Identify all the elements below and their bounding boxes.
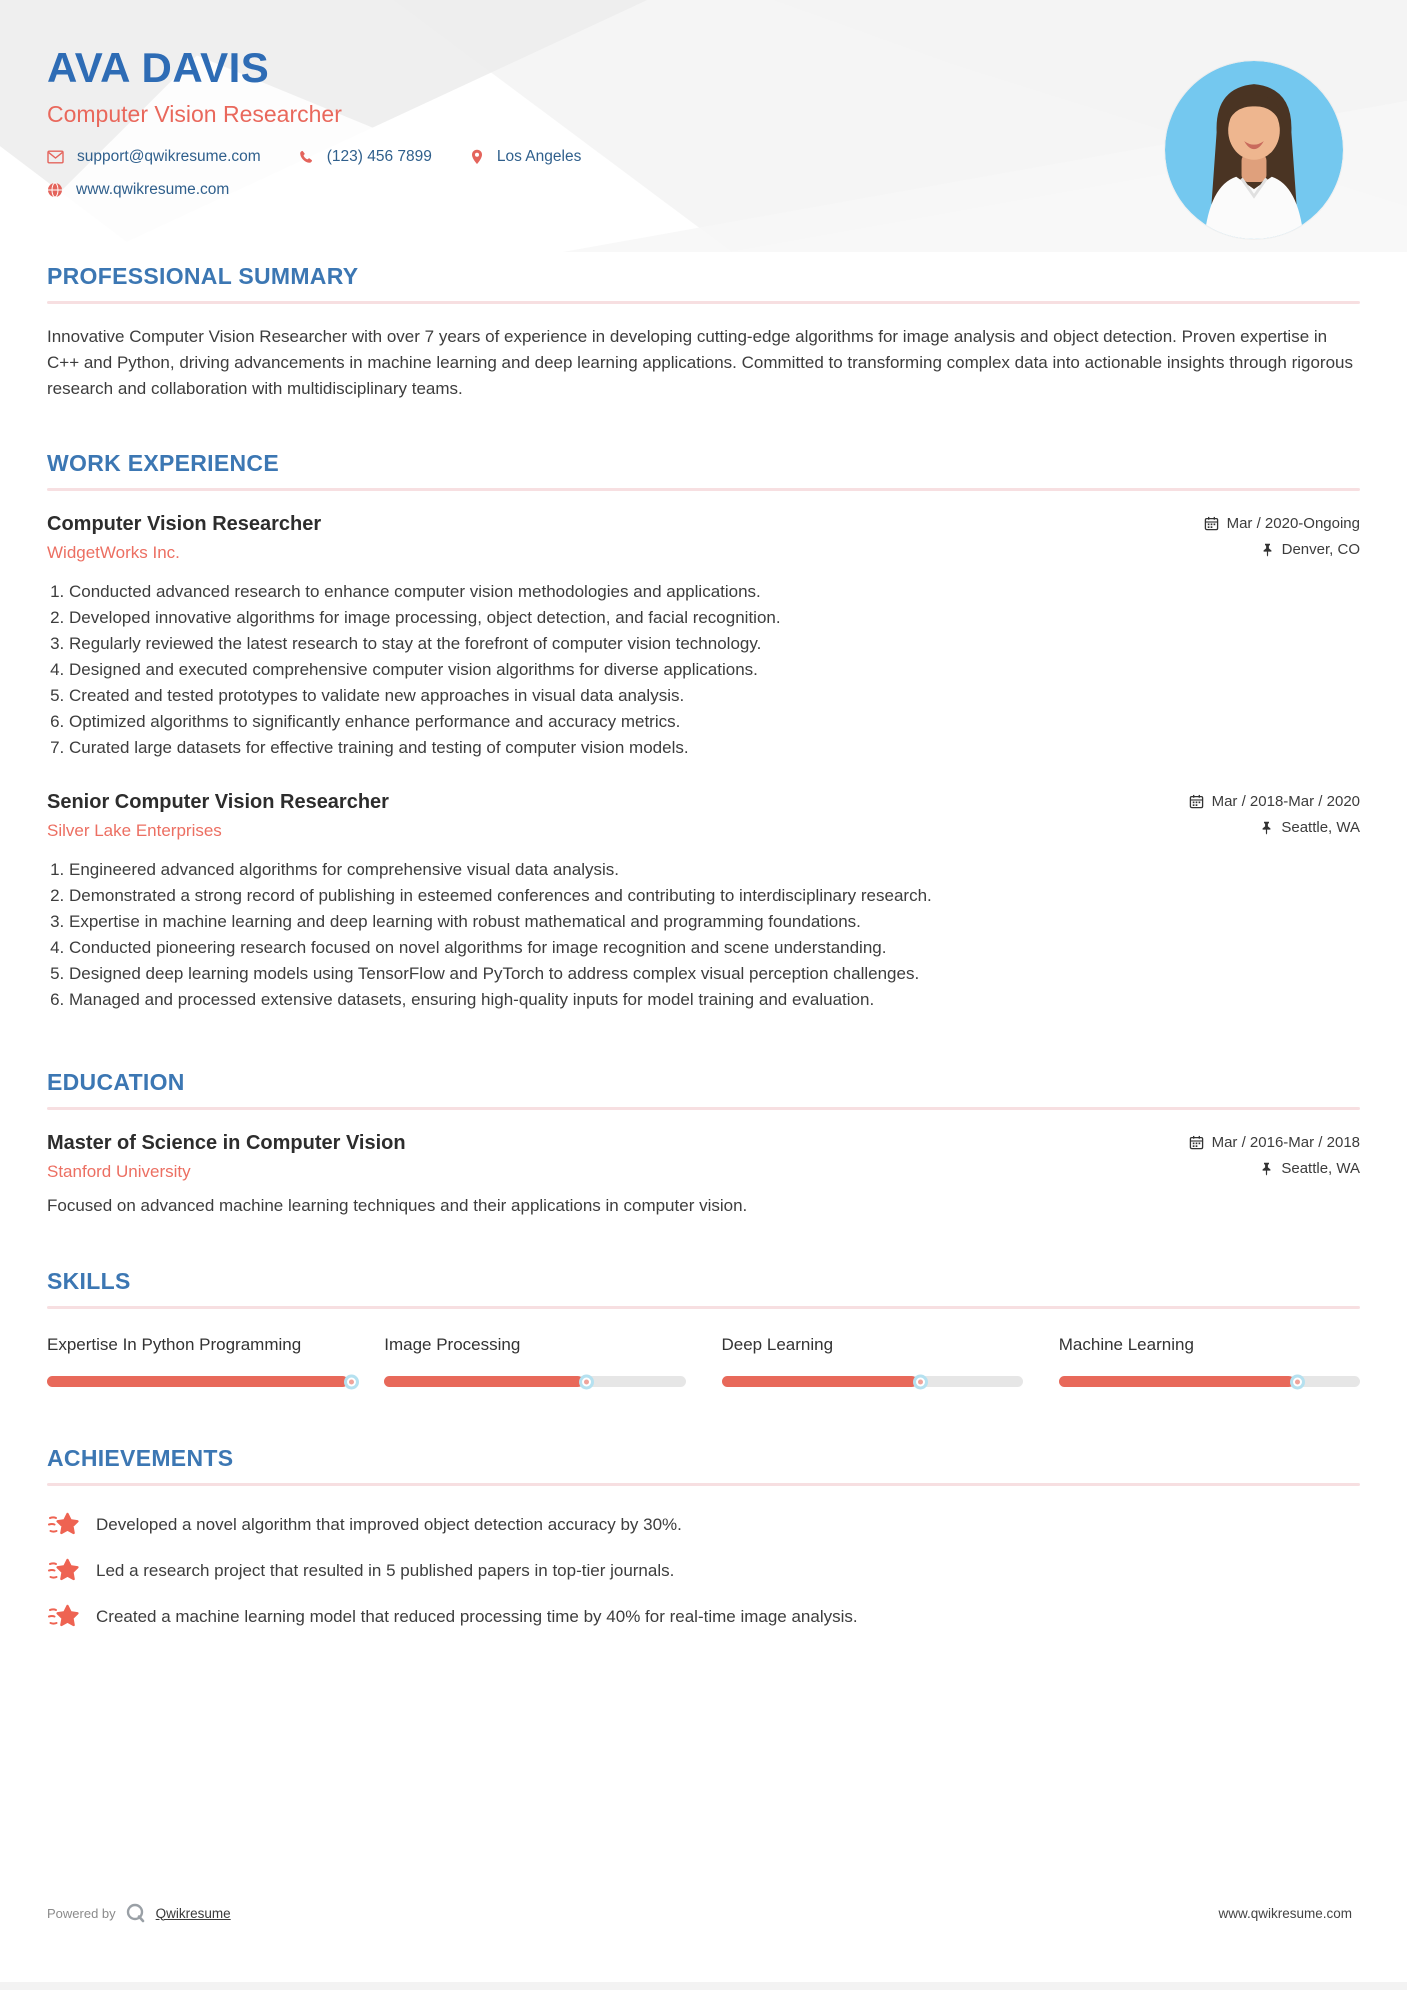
job-company: WidgetWorks Inc. [47,543,180,562]
job-duty-list [47,579,1360,761]
skill-name: Expertise In Python Programming [47,1335,302,1354]
star-icon [47,1556,79,1586]
achievements-heading: ACHIEVEMENTS [47,1445,234,1471]
job-location-text: Seattle, WA [1281,819,1360,836]
slider-knob-icon [1290,1374,1305,1389]
achievement-text: Created a machine learning model that reduced processing time by 40% for real-time image analysis. [96,1607,858,1626]
profile-photo-illustration [1165,61,1343,239]
job-dates-text: Mar / 2018-Mar / 2020 [1211,793,1360,810]
job-duty: 2. Developed innovative algorithms for image processing, object detection, and facial recognition. [69,605,1360,631]
skill-slider-fill [384,1376,583,1387]
calendar-icon [1204,516,1219,531]
phone-icon [299,150,314,165]
job-duty: 2. Demonstrated a strong record of publishing in esteemed conferences and contributing to interdisciplinary research. [69,883,1360,909]
pushpin-icon [1261,543,1274,557]
section-education [47,1069,1360,1216]
skill-slider-fill [722,1376,918,1387]
skill-item [384,1333,685,1387]
job-duty: 5. Created and tested prototypes to validate new approaches in visual data analysis. [69,683,1360,709]
job-duty: 4. Designed and executed comprehensive computer vision algorithms for diverse applications. [69,657,1360,683]
job-entry [47,513,1360,761]
achievement-item [47,1510,1360,1540]
profile-photo [1165,61,1343,239]
skill-slider [384,1376,685,1387]
skill-slider [47,1376,348,1387]
education-dates-text: Mar / 2016-Mar / 2018 [1211,1134,1360,1151]
job-duty-list [47,857,1360,1013]
job-duty: 5. Designed deep learning models using TensorFlow and PyTorch to address complex visual perception challenges. [69,961,1360,987]
phone-number: (123) 456 7899 [326,148,432,165]
resume-header [0,0,1407,199]
achievement-list [47,1510,1360,1632]
job-dates-text: Mar / 2020-Ongoing [1226,515,1360,532]
location-text: Los Angeles [496,148,582,165]
page-footer [47,1902,1352,1924]
slider-knob-icon [344,1374,359,1389]
section-divider [47,1107,1360,1110]
envelope-icon [47,150,64,164]
job-location-text: Denver, CO [1281,541,1360,558]
star-icon [47,1510,79,1540]
footer-website-link[interactable]: www.qwikresume.com [1218,1905,1352,1921]
skill-item [1059,1333,1360,1387]
summary-text: Innovative Computer Vision Researcher with over 7 years of experience in developing cutting-edge algorithms for image analysis and object detection. Proven expertise in C++ and Python, driving advancements in machine learning and deep learning applications. Committed to transforming complex data into actionable insights through rigorous research and collaboration with multidisciplinary teams. [47,327,1353,398]
map-pin-icon [470,149,484,165]
contact-email [47,148,261,166]
skill-slider-fill [47,1376,348,1387]
job-duty: 3. Regularly reviewed the latest research to stay at the forefront of computer vision technology. [69,631,1360,657]
job-company: Silver Lake Enterprises [47,821,222,840]
section-divider [47,1483,1360,1486]
star-icon [47,1602,79,1632]
website-link[interactable]: www.qwikresume.com [76,181,230,198]
job-duty: 1. Engineered advanced algorithms for comprehensive visual data analysis. [69,857,1360,883]
section-divider [47,301,1360,304]
resume-content [0,263,1407,1632]
skill-slider [1059,1376,1360,1387]
pushpin-icon [1260,1162,1273,1176]
person-name: AVA DAVIS [47,44,270,91]
skill-name: Deep Learning [721,1335,834,1354]
skill-slider-fill [1059,1376,1294,1387]
education-description: Focused on advanced machine learning techniques and their applications in computer vision. [47,1196,748,1215]
job-title: Senior Computer Vision Researcher [47,791,389,813]
experience-heading: WORK EXPERIENCE [47,450,279,476]
achievement-item [47,1602,1360,1632]
calendar-icon [1189,794,1204,809]
job-dates [1189,793,1360,810]
job-entry [47,791,1360,1013]
globe-icon [47,182,63,198]
section-divider [47,488,1360,491]
job-dates [1204,515,1360,532]
section-work-experience [47,450,1360,1013]
job-title: Computer Vision Researcher [47,513,322,535]
slider-knob-icon [913,1374,928,1389]
section-divider [47,1306,1360,1309]
contact-location [470,148,581,166]
pushpin-icon [1260,821,1273,835]
job-duty: 7. Curated large datasets for effective training and testing of computer vision models. [69,735,1360,761]
person-job-title: Computer Vision Researcher [47,101,342,127]
powered-by-label: Powered by [47,1905,116,1921]
contact-block [47,148,1347,199]
skill-item [722,1333,1023,1387]
degree-title: Master of Science in Computer Vision [47,1132,406,1154]
slider-knob-icon [579,1374,594,1389]
skills-grid [47,1333,1360,1387]
email-link[interactable]: support@qwikresume.com [77,148,261,165]
skill-name: Image Processing [384,1335,521,1354]
job-duty: 1. Conducted advanced research to enhance computer vision methodologies and applications. [69,579,1360,605]
job-duty: 3. Expertise in machine learning and deep learning with robust mathematical and programming foundations. [69,909,1360,935]
page-bottom-edge [0,1982,1407,1990]
job-duty: 4. Conducted pioneering research focused on novel algorithms for image recognition and scene understanding. [69,935,1360,961]
section-achievements [47,1445,1360,1632]
education-location [1189,1160,1360,1177]
education-location-text: Seattle, WA [1281,1160,1360,1177]
job-location [1204,541,1360,558]
qwikresume-link[interactable]: Qwikresume [155,1905,231,1921]
contact-website [47,181,229,199]
job-duty: 6. Optimized algorithms to significantly enhance performance and accuracy metrics. [69,709,1360,735]
education-heading: EDUCATION [47,1069,185,1095]
education-entry [47,1132,1360,1216]
skills-heading: SKILLS [47,1268,131,1294]
education-dates [1189,1134,1360,1151]
section-skills [47,1268,1360,1387]
q-logo-icon [125,1902,147,1924]
achievement-item [47,1556,1360,1586]
skill-name: Machine Learning [1058,1335,1194,1354]
job-duty: 6. Managed and processed extensive datasets, ensuring high-quality inputs for model training and evaluation. [69,987,1360,1013]
achievement-text: Developed a novel algorithm that improved object detection accuracy by 30%. [96,1515,682,1534]
contact-phone [299,148,432,166]
section-professional-summary [47,263,1360,402]
skill-slider [722,1376,1023,1387]
calendar-icon [1189,1135,1204,1150]
summary-heading: PROFESSIONAL SUMMARY [47,263,359,289]
job-location [1189,819,1360,836]
skill-item [47,1333,348,1387]
school-name: Stanford University [47,1162,191,1181]
achievement-text: Led a research project that resulted in 5 published papers in top-tier journals. [96,1561,675,1580]
